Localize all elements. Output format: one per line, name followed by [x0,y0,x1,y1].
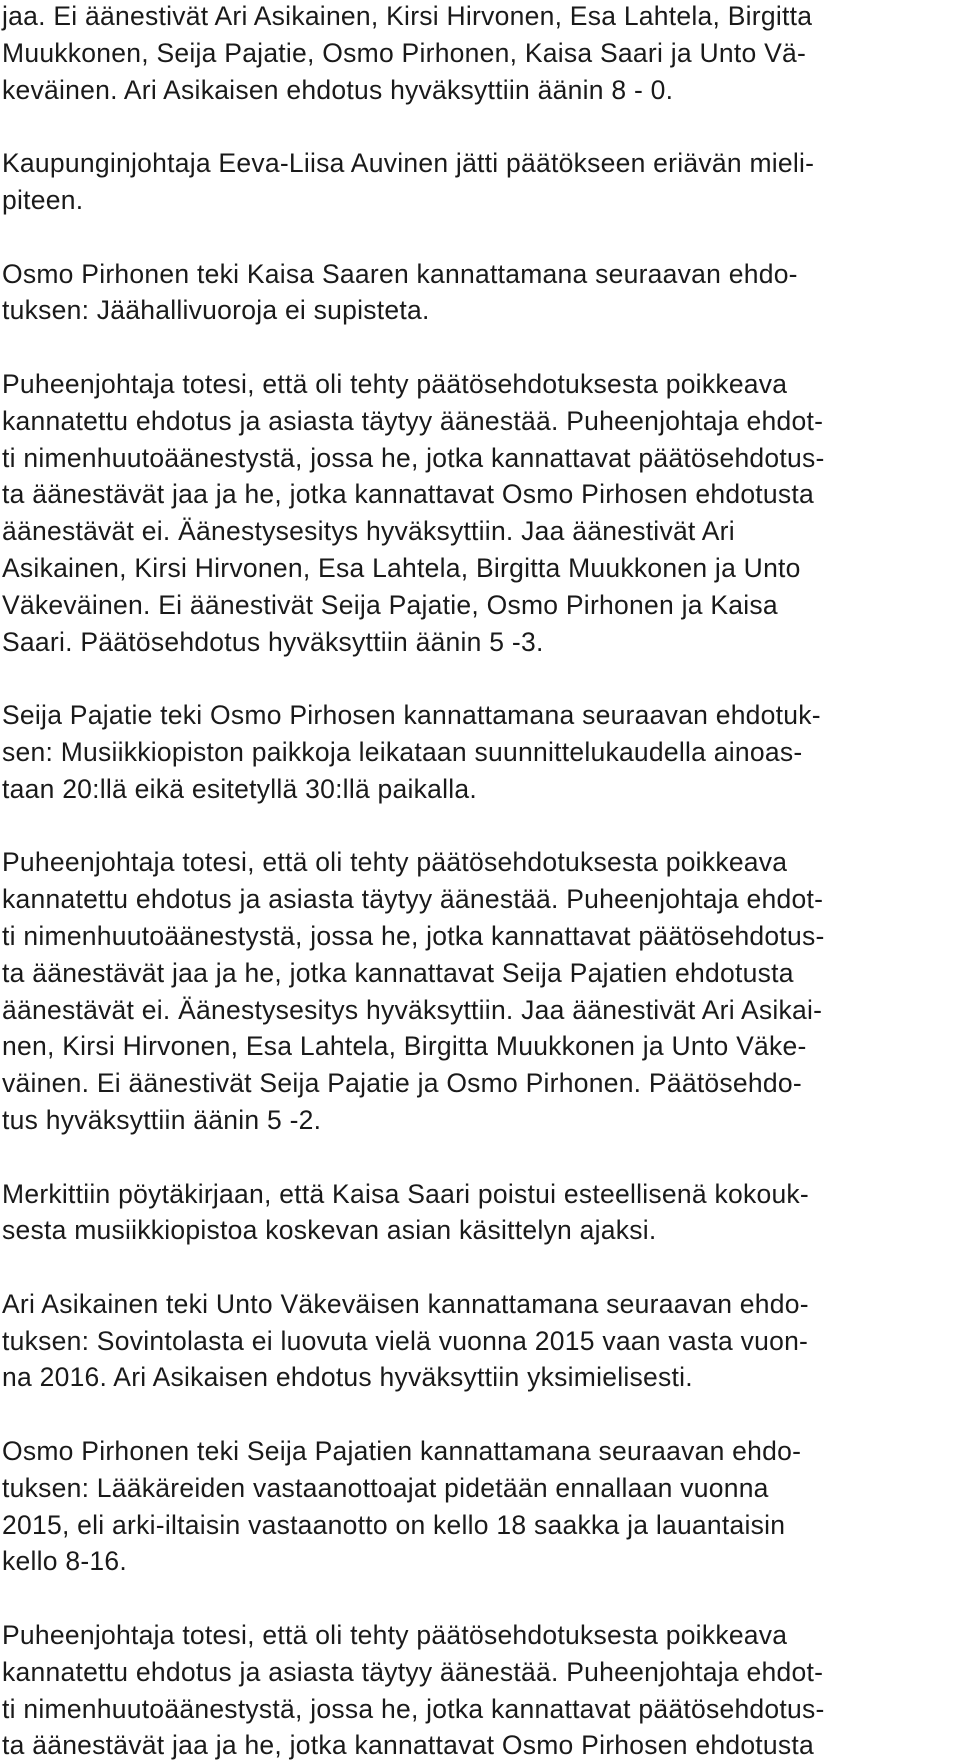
text-line: keväinen. Ari Asikaisen ehdotus hyväksyttiin äänin 8 - 0. [2,74,674,105]
paragraph-2 [2,145,958,219]
text-line: Osmo Pirhonen teki Kaisa Saaren kannattamana seuraavan ehdo- [2,258,798,289]
text-line: Saari. Päätösehdotus hyväksyttiin äänin 5 -3. [2,626,544,657]
text-line: ti nimenhuutoäänestystä, jossa he, jotka kannattavat päätösehdotus- [2,920,825,951]
paragraph-1 [2,0,958,108]
text-line: Ari Asikainen teki Unto Väkeväisen kannattamana seuraavan ehdo- [2,1288,809,1319]
text-line: ti nimenhuutoäänestystä, jossa he, jotka kannattavat päätösehdotus- [2,1693,825,1724]
text-line: tuksen: Sovintolasta ei luovuta vielä vuonna 2015 vaan vasta vuon- [2,1325,809,1356]
text-line: kannatettu ehdotus ja asiasta täytyy äänestää. Puheenjohtaja ehdot- [2,405,824,436]
text-line: tuksen: Lääkäreiden vastaanottoajat pidetään ennallaan vuonna [2,1472,769,1503]
paragraph-3 [2,256,958,330]
paragraph-10 [2,1617,958,1764]
text-line: Puheenjohtaja totesi, että oli tehty päätösehdotuksesta poikkeava [2,847,788,878]
paragraph-5 [2,697,958,807]
text-line: äänestävät ei. Äänestysesitys hyväksyttiin. Jaa äänestivät Ari [2,516,735,547]
text-line: sesta musiikkiopistoa koskevan asian käsittelyn ajaksi. [2,1215,657,1246]
paragraph-9 [2,1433,958,1580]
text-line: Merkittiin pöytäkirjaan, että Kaisa Saari poistui esteellisenä kokouk- [2,1178,810,1209]
text-line: kello 8-16. [2,1546,128,1577]
text-line: sen: Musiikkiopiston paikkoja leikataan suunnittelukaudella ainoas- [2,736,803,767]
document-page [2,0,958,1764]
text-line: kannatettu ehdotus ja asiasta täytyy äänestää. Puheenjohtaja ehdot- [2,1656,824,1687]
text-line: ta äänestävät jaa ja he, jotka kannattavat Seija Pajatien ehdotusta [2,957,794,988]
text-line: Kaupunginjohtaja Eeva-Liisa Auvinen jätti päätökseen eriävän mieli- [2,148,815,179]
text-line: Puheenjohtaja totesi, että oli tehty päätösehdotuksesta poikkeava [2,1620,788,1651]
text-line: 2015, eli arki-iltaisin vastaanotto on kello 18 saakka ja lauantaisin [2,1509,786,1540]
text-line: Asikainen, Kirsi Hirvonen, Esa Lahtela, Birgitta Muukkonen ja Unto [2,552,801,583]
text-line: väinen. Ei äänestivät Seija Pajatie ja Osmo Pirhonen. Päätösehdo- [2,1068,802,1099]
text-line: piteen. [2,184,84,215]
text-line: Osmo Pirhonen teki Seija Pajatien kannattamana seuraavan ehdo- [2,1436,802,1467]
text-line: Puheenjohtaja totesi, että oli tehty päätösehdotuksesta poikkeava [2,368,788,399]
text-line: nen, Kirsi Hirvonen, Esa Lahtela, Birgitta Muukkonen ja Unto Väke- [2,1031,807,1062]
text-line: ta äänestävät jaa ja he, jotka kannattavat Osmo Pirhosen ehdotusta [2,1730,815,1761]
paragraph-7 [2,1176,958,1250]
paragraph-4 [2,366,958,660]
text-line: Väkeväinen. Ei äänestivät Seija Pajatie, Osmo Pirhonen ja Kaisa [2,589,778,620]
text-line: äänestävät ei. Äänestysesitys hyväksyttiin. Jaa äänestivät Ari Asikai- [2,994,823,1025]
text-line: ti nimenhuutoäänestystä, jossa he, jotka kannattavat päätösehdotus- [2,442,825,473]
text-line: tuksen: Jäähallivuoroja ei supisteta. [2,295,430,326]
text-line: Seija Pajatie teki Osmo Pirhosen kannattamana seuraavan ehdotuk- [2,700,821,731]
paragraph-6 [2,844,958,1138]
text-line: ta äänestävät jaa ja he, jotka kannattavat Osmo Pirhosen ehdotusta [2,479,815,510]
text-line: Muukkonen, Seija Pajatie, Osmo Pirhonen, Kaisa Saari ja Unto Vä- [2,37,807,68]
paragraph-8 [2,1286,958,1396]
text-line: kannatettu ehdotus ja asiasta täytyy äänestää. Puheenjohtaja ehdot- [2,884,824,915]
text-line: jaa. Ei äänestivät Ari Asikainen, Kirsi Hirvonen, Esa Lahtela, Birgitta [2,1,813,31]
text-line: na 2016. Ari Asikaisen ehdotus hyväksyttiin yksimielisesti. [2,1362,693,1393]
text-line: tus hyväksyttiin äänin 5 -2. [2,1104,322,1135]
text-line: taan 20:llä eikä esitetyllä 30:llä paikalla. [2,773,478,804]
